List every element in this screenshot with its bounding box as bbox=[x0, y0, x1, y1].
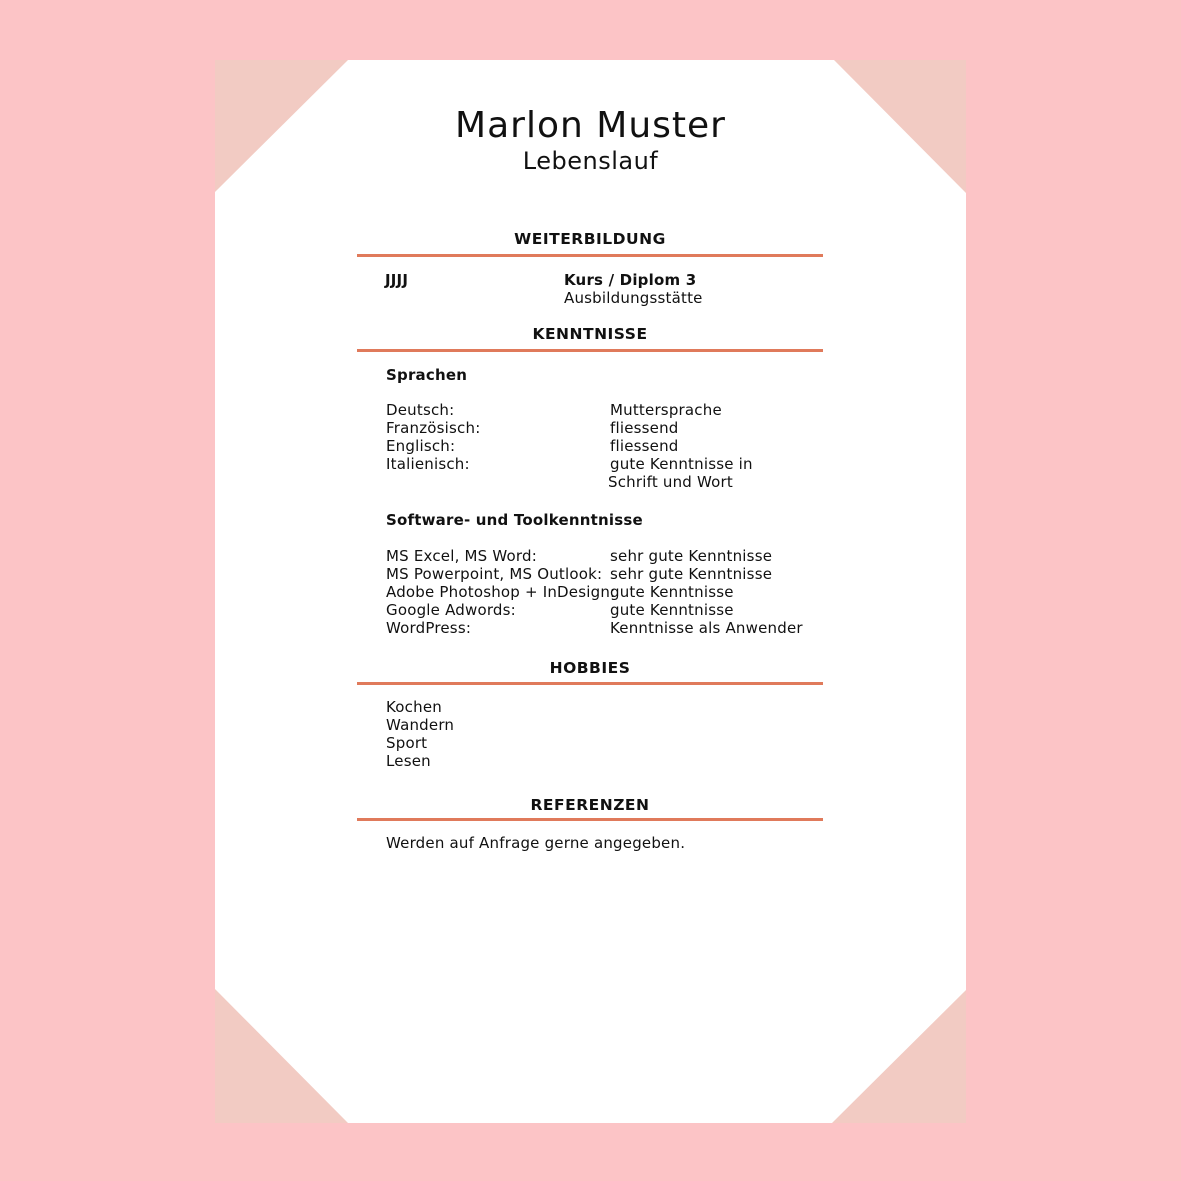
language-level: gute Kenntnisse in bbox=[610, 455, 753, 473]
language-level: fliessend bbox=[610, 419, 679, 437]
software-name: Google Adwords: bbox=[386, 601, 516, 619]
hobby-item: Kochen bbox=[386, 698, 442, 716]
hobby-item: Sport bbox=[386, 734, 428, 752]
software-names bbox=[386, 547, 615, 637]
software-heading: Software- und Toolkenntnisse bbox=[386, 511, 643, 529]
software-name: WordPress: bbox=[386, 619, 472, 637]
software-name: MS Excel, MS Word: bbox=[386, 547, 537, 565]
hobbies-list bbox=[386, 698, 454, 770]
languages-heading: Sprachen bbox=[386, 366, 468, 384]
education-year: JJJJ bbox=[385, 271, 409, 289]
person-name: Marlon Muster bbox=[455, 105, 726, 146]
section-title-kenntnisse: KENNTNISSE bbox=[532, 325, 648, 343]
hobby-item: Lesen bbox=[386, 752, 431, 770]
language-name: Englisch: bbox=[386, 437, 456, 455]
software-level: gute Kenntnisse bbox=[610, 601, 734, 619]
software-levels bbox=[610, 547, 803, 637]
section-title-weiterbildung: WEITERBILDUNG bbox=[514, 230, 666, 248]
language-names bbox=[386, 401, 480, 473]
education-course: Kurs / Diplom 3 bbox=[564, 271, 697, 289]
section-title-hobbies: HOBBIES bbox=[549, 659, 631, 677]
section-rule bbox=[357, 254, 823, 257]
software-level: sehr gute Kenntnisse bbox=[610, 547, 773, 565]
language-name: Italienisch: bbox=[386, 455, 470, 473]
education-institution: Ausbildungsstätte bbox=[564, 289, 703, 307]
software-level: Kenntnisse als Anwender bbox=[610, 619, 803, 637]
language-level: fliessend bbox=[610, 437, 679, 455]
language-level-continued: Schrift und Wort bbox=[608, 473, 733, 491]
language-levels bbox=[610, 401, 753, 473]
software-level: gute Kenntnisse bbox=[610, 583, 734, 601]
section-rule bbox=[357, 682, 823, 685]
language-level: Muttersprache bbox=[610, 401, 722, 419]
hobby-item: Wandern bbox=[386, 716, 455, 734]
section-rule bbox=[357, 349, 823, 352]
language-name: Französisch: bbox=[386, 419, 481, 437]
language-name: Deutsch: bbox=[386, 401, 455, 419]
section-title-referenzen: REFERENZEN bbox=[530, 796, 650, 814]
software-level: sehr gute Kenntnisse bbox=[610, 565, 773, 583]
document-subtitle: Lebenslauf bbox=[522, 147, 659, 175]
references-text: Werden auf Anfrage gerne angegeben. bbox=[386, 834, 686, 852]
section-rule bbox=[357, 818, 823, 821]
software-name: MS Powerpoint, MS Outlook: bbox=[386, 565, 603, 583]
software-name: Adobe Photoshop + InDesign: bbox=[386, 583, 616, 601]
